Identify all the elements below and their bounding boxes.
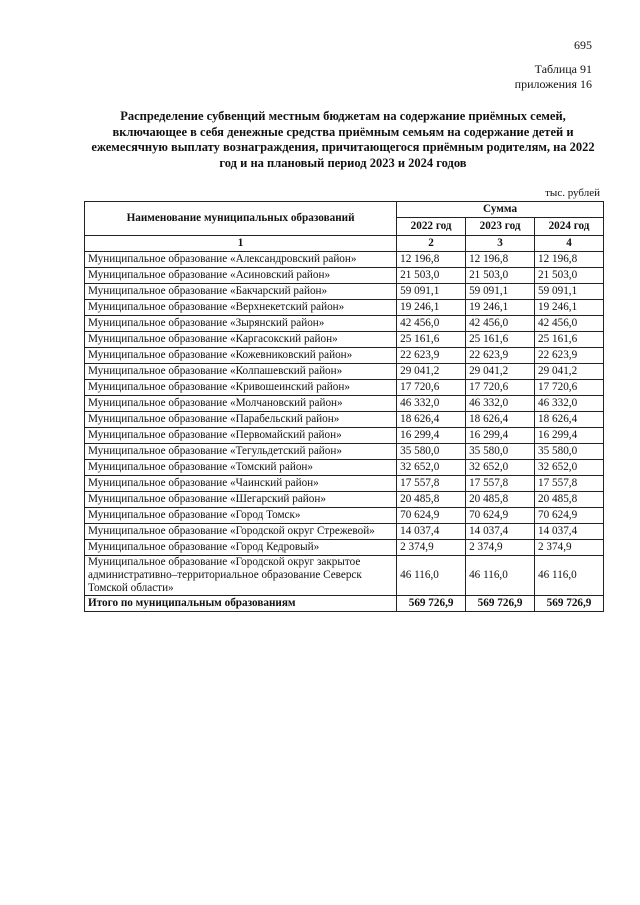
municipality-name-cell: Муниципальное образование «Колпашевский район»	[85, 364, 397, 380]
table-row	[85, 508, 604, 524]
amount-2023-cell: 22 623,9	[466, 348, 535, 364]
table-row	[85, 300, 604, 316]
municipality-name-cell: Муниципальное образование «Зырянский район»	[85, 316, 397, 332]
amount-2023-cell: 16 299,4	[466, 428, 535, 444]
municipality-name-cell: Муниципальное образование «Кривошеинский район»	[85, 380, 397, 396]
table-row	[85, 252, 604, 268]
amount-2023-cell: 70 624,9	[466, 508, 535, 524]
amount-2023-cell: 17 720,6	[466, 380, 535, 396]
amount-2022-cell: 2 374,9	[397, 540, 466, 556]
amount-2022-cell: 19 246,1	[397, 300, 466, 316]
total-2023-cell: 569 726,9	[466, 596, 535, 612]
municipality-name-cell: Муниципальное образование «Бакчарский район»	[85, 284, 397, 300]
municipality-name-cell: Муниципальное образование «Тегульдетский район»	[85, 444, 397, 460]
table-row	[85, 540, 604, 556]
municipality-name-cell: Муниципальное образование «Первомайский район»	[85, 428, 397, 444]
amount-2022-cell: 35 580,0	[397, 444, 466, 460]
table-row	[85, 556, 604, 596]
amount-2023-cell: 12 196,8	[466, 252, 535, 268]
amount-2022-cell: 70 624,9	[397, 508, 466, 524]
table-row	[85, 444, 604, 460]
header-year-2022: 2022 год	[397, 218, 466, 236]
document-title: Распределение субвенций местным бюджетам на содержание приёмных семей, включающее в себя денежные средства приёмным семьям на содержание детей и ежемесячную выплату вознаграждения, причитающегося приёмным родителям, на 2022 год и на плановый период 2023 и 2024 годов	[91, 109, 595, 170]
amount-2024-cell: 70 624,9	[535, 508, 604, 524]
total-row	[85, 596, 604, 612]
amount-2024-cell: 32 652,0	[535, 460, 604, 476]
amount-2024-cell: 46 116,0	[535, 556, 604, 596]
amount-2024-cell: 21 503,0	[535, 268, 604, 284]
amount-2024-cell: 22 623,9	[535, 348, 604, 364]
amount-2023-cell: 18 626,4	[466, 412, 535, 428]
municipality-name-cell: Муниципальное образование «Кожевниковский район»	[85, 348, 397, 364]
municipality-name-cell: Муниципальное образование «Чаинский район»	[85, 476, 397, 492]
amount-2022-cell: 21 503,0	[397, 268, 466, 284]
amount-2024-cell: 17 720,6	[535, 380, 604, 396]
amount-2024-cell: 17 557,8	[535, 476, 604, 492]
amount-2022-cell: 17 557,8	[397, 476, 466, 492]
amount-2023-cell: 46 116,0	[466, 556, 535, 596]
municipality-name-cell: Муниципальное образование «Верхнекетский район»	[85, 300, 397, 316]
table-row	[85, 412, 604, 428]
header-municipality-name: Наименование муниципальных образований	[85, 202, 397, 236]
amount-2023-cell: 20 485,8	[466, 492, 535, 508]
amount-2024-cell: 12 196,8	[535, 252, 604, 268]
amount-2023-cell: 25 161,6	[466, 332, 535, 348]
amount-2024-cell: 59 091,1	[535, 284, 604, 300]
municipality-name-cell: Муниципальное образование «Городской округ Стрежевой»	[85, 524, 397, 540]
table-row	[85, 348, 604, 364]
amount-2022-cell: 12 196,8	[397, 252, 466, 268]
table-reference	[515, 62, 592, 92]
table-row	[85, 492, 604, 508]
amount-2023-cell: 2 374,9	[466, 540, 535, 556]
amount-2022-cell: 46 332,0	[397, 396, 466, 412]
municipality-name-cell: Муниципальное образование «Александровский район»	[85, 252, 397, 268]
header-sum: Сумма	[397, 202, 604, 218]
municipality-name-cell: Муниципальное образование «Каргасокский район»	[85, 332, 397, 348]
appendix-number: приложения 16	[514, 77, 592, 91]
page-number: 695	[574, 38, 592, 52]
total-2024-cell: 569 726,9	[535, 596, 604, 612]
table-row	[85, 380, 604, 396]
amount-2024-cell: 18 626,4	[535, 412, 604, 428]
amount-2024-cell: 35 580,0	[535, 444, 604, 460]
units-label: тыс. рублей	[545, 187, 600, 199]
amount-2022-cell: 46 116,0	[397, 556, 466, 596]
municipality-name-cell: Муниципальное образование «Город Кедровый»	[85, 540, 397, 556]
amount-2023-cell: 17 557,8	[466, 476, 535, 492]
header-year-2024: 2024 год	[535, 218, 604, 236]
amount-2023-cell: 32 652,0	[466, 460, 535, 476]
column-index-4: 4	[535, 236, 604, 252]
amount-2024-cell: 46 332,0	[535, 396, 604, 412]
amount-2023-cell: 21 503,0	[466, 268, 535, 284]
amount-2024-cell: 20 485,8	[535, 492, 604, 508]
amount-2023-cell: 46 332,0	[466, 396, 535, 412]
table-body	[85, 252, 604, 612]
amount-2024-cell: 42 456,0	[535, 316, 604, 332]
amount-2024-cell: 19 246,1	[535, 300, 604, 316]
column-index-1: 1	[85, 236, 397, 252]
municipality-name-cell: Муниципальное образование «Город Томск»	[85, 508, 397, 524]
amount-2023-cell: 19 246,1	[466, 300, 535, 316]
total-label-cell: Итого по муниципальным образованиям	[85, 596, 397, 612]
amount-2022-cell: 14 037,4	[397, 524, 466, 540]
table-row	[85, 428, 604, 444]
amount-2024-cell: 16 299,4	[535, 428, 604, 444]
table-row	[85, 396, 604, 412]
municipality-name-cell: Муниципальное образование «Парабельский район»	[85, 412, 397, 428]
subventions-table	[84, 201, 604, 612]
header-year-2023: 2023 год	[466, 218, 535, 236]
municipality-name-cell: Муниципальное образование «Молчановский район»	[85, 396, 397, 412]
table-number: Таблица 91	[534, 62, 592, 76]
municipality-name-cell: Муниципальное образование «Городской округ закрытое административно–территориальное образование Северск Томской области»	[85, 556, 397, 596]
amount-2024-cell: 29 041,2	[535, 364, 604, 380]
amount-2023-cell: 59 091,1	[466, 284, 535, 300]
municipality-name-cell: Муниципальное образование «Томский район»	[85, 460, 397, 476]
amount-2024-cell: 14 037,4	[535, 524, 604, 540]
table-row	[85, 460, 604, 476]
municipality-name-cell: Муниципальное образование «Шегарский район»	[85, 492, 397, 508]
table-row	[85, 316, 604, 332]
amount-2022-cell: 29 041,2	[397, 364, 466, 380]
amount-2022-cell: 22 623,9	[397, 348, 466, 364]
amount-2023-cell: 29 041,2	[466, 364, 535, 380]
municipality-name-cell: Муниципальное образование «Асиновский район»	[85, 268, 397, 284]
amount-2022-cell: 17 720,6	[397, 380, 466, 396]
amount-2023-cell: 35 580,0	[466, 444, 535, 460]
column-index-3: 3	[466, 236, 535, 252]
amount-2022-cell: 59 091,1	[397, 284, 466, 300]
table-row	[85, 284, 604, 300]
amount-2022-cell: 32 652,0	[397, 460, 466, 476]
amount-2022-cell: 20 485,8	[397, 492, 466, 508]
amount-2024-cell: 25 161,6	[535, 332, 604, 348]
amount-2023-cell: 14 037,4	[466, 524, 535, 540]
total-2022-cell: 569 726,9	[397, 596, 466, 612]
table-row	[85, 524, 604, 540]
amount-2022-cell: 16 299,4	[397, 428, 466, 444]
table-row	[85, 476, 604, 492]
column-index-2: 2	[397, 236, 466, 252]
amount-2022-cell: 25 161,6	[397, 332, 466, 348]
amount-2022-cell: 18 626,4	[397, 412, 466, 428]
table-row	[85, 332, 604, 348]
amount-2022-cell: 42 456,0	[397, 316, 466, 332]
table-row	[85, 268, 604, 284]
table-row	[85, 364, 604, 380]
amount-2024-cell: 2 374,9	[535, 540, 604, 556]
amount-2023-cell: 42 456,0	[466, 316, 535, 332]
